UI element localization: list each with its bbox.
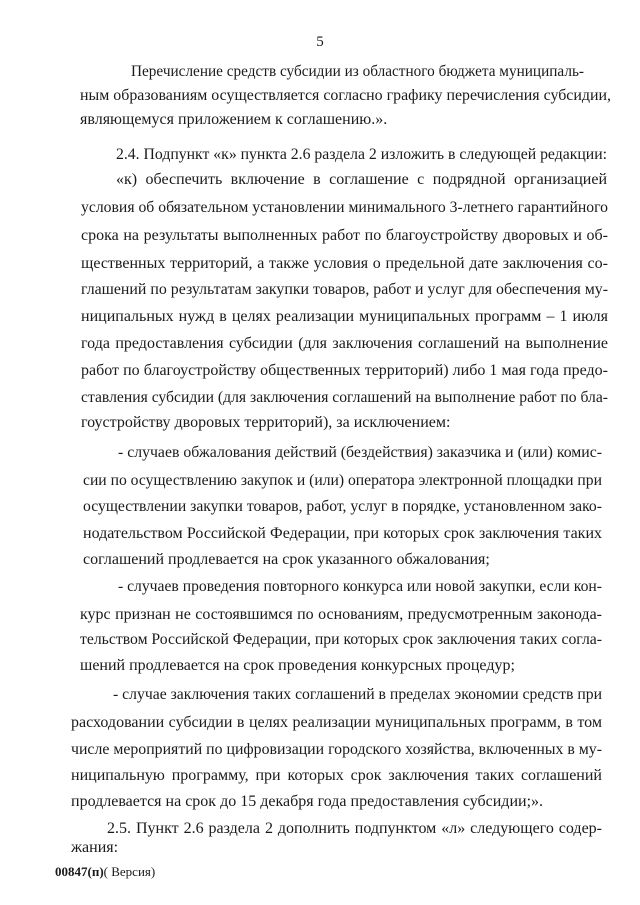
text-line: - случаев проведения повторного конкурса или новой закупки, если кон- bbox=[118, 578, 602, 595]
text-line: - случаев обжалования действий (бездействия) заказчика и (или) комис- bbox=[118, 444, 602, 461]
text-line: ниципальных нужд в целях реализации муниципальных программ – 1 июля bbox=[81, 308, 608, 325]
text-line: года предоставления субсидии (для заключения соглашений на выполнение bbox=[81, 335, 608, 352]
text-line: соглашений продлевается на срок указанного обжалования; bbox=[83, 551, 490, 568]
text-line: нодательством Российской Федерации, при которых срок заключения таких bbox=[83, 525, 602, 542]
text-line: 2.5. Пункт 2.6 раздела 2 дополнить подпунктом «л» следующего содер- bbox=[107, 820, 602, 837]
text-line: условия об обязательном установлении минимального 3-летнего гарантийного bbox=[81, 199, 608, 216]
text-line: ниципальную программу, при которых срок заключения таких соглашений bbox=[71, 767, 602, 784]
text-line: сии по осуществлению закупок и (или) оператора электронной площадки при bbox=[83, 472, 602, 489]
text-line: шений продлевается на срок проведения конкурсных процедур; bbox=[80, 657, 515, 674]
text-line: щественных территорий, а также условия о предельной дате заключения со- bbox=[81, 255, 608, 272]
text-line: числе мероприятий по цифровизации городского хозяйства, включенных в му- bbox=[71, 741, 602, 758]
text-line: ным образованиям осуществляется согласно графику перечисления субсидии, bbox=[80, 87, 611, 104]
text-line: тельством Российской Федерации, при которых срок заключения таких согла- bbox=[80, 631, 602, 648]
text-line: работ по благоустройству общественных территорий) либо 1 мая года предо- bbox=[81, 362, 608, 379]
page-number: 5 bbox=[316, 34, 324, 50]
text-line: гоустройству дворовых территорий), за исключением: bbox=[81, 414, 451, 431]
text-line: курс признан не состоявшимся по основаниям, предусмотренным законода- bbox=[80, 606, 602, 623]
text-line: срока на результаты выполненных работ по благоустройству дворовых и об- bbox=[81, 227, 608, 244]
text-line: - случае заключения таких соглашений в пределах экономии средств при bbox=[113, 686, 602, 703]
text-line: 2.4. Подпункт «к» пункта 2.6 раздела 2 изложить в следующей редакции: bbox=[116, 146, 607, 163]
text-line: Перечисление средств субсидии из областного бюджета муниципаль- bbox=[131, 63, 584, 80]
version-label: ( Версия) bbox=[103, 864, 156, 879]
text-line: ставления субсидии (для заключения соглашений на выполнение работ по бла- bbox=[81, 389, 608, 406]
text-line: являющемуся приложением к соглашению.». bbox=[80, 111, 388, 128]
document-code: 00847(п) bbox=[55, 864, 104, 879]
text-line: продлевается на срок до 15 декабря года предоставления субсидии;». bbox=[71, 793, 544, 810]
text-line: «к) обеспечить включение в соглашение с подрядной организацией bbox=[116, 171, 607, 188]
text-line: расходовании субсидии в целях реализации муниципальных программ, в том bbox=[71, 714, 602, 731]
text-line: осуществлении закупки товаров, работ, услуг в порядке, установленном зако- bbox=[83, 498, 602, 515]
text-line: жания: bbox=[71, 839, 119, 856]
document-footer bbox=[55, 864, 155, 880]
text-line: глашений по результатам закупки товаров, работ и услуг для обеспечения му- bbox=[81, 281, 608, 298]
